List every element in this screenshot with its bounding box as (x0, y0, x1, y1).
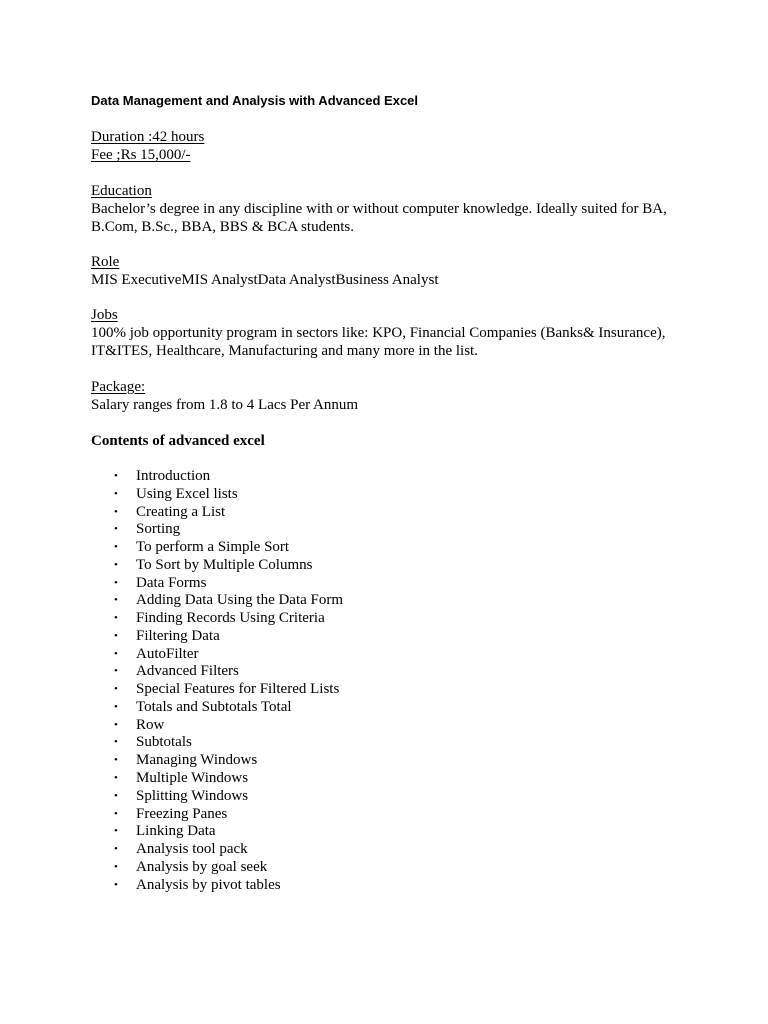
list-item-label: Analysis by goal seek (136, 858, 268, 875)
bullet-icon: • (114, 470, 118, 482)
list-item (91, 733, 343, 751)
bullet-icon: • (114, 878, 118, 891)
contents-list (91, 467, 343, 893)
list-item (91, 520, 343, 538)
list-item (91, 876, 343, 894)
jobs-heading: Jobs (91, 307, 118, 323)
bullet-icon: • (114, 789, 118, 802)
list-item (91, 591, 343, 609)
bullet-icon: • (114, 576, 118, 589)
contents-heading: Contents of advanced excel (91, 433, 265, 449)
list-item-label: Row (136, 716, 165, 733)
bullet-icon: • (114, 505, 118, 518)
list-item-label: Special Features for Filtered Lists (136, 681, 340, 698)
bullet-icon: • (114, 612, 118, 625)
bullet-icon: • (114, 683, 118, 696)
list-item-label: Analysis by pivot tables (136, 876, 281, 893)
package-text: Salary ranges from 1.8 to 4 Lacs Per Annum (91, 397, 359, 413)
bullet-icon: • (114, 825, 118, 838)
jobs-line-1: 100% job opportunity program in sectors like: KPO, Financial Companies (Banks& Insurance), (91, 325, 666, 341)
bullet-icon: • (114, 860, 118, 873)
education-line-2: B.Com, B.Sc., BBA, BBS & BCA students. (91, 219, 354, 235)
list-item-label: To Sort by Multiple Columns (136, 556, 313, 573)
list-item (91, 822, 343, 840)
list-item (91, 485, 343, 503)
list-item-label: Finding Records Using Criteria (136, 610, 325, 627)
list-item (91, 467, 343, 485)
list-item-label: Freezing Panes (136, 805, 228, 822)
list-item-label: Using Excel lists (136, 485, 238, 502)
list-item-label: Data Forms (136, 574, 207, 591)
bullet-icon: • (114, 772, 118, 785)
list-item-label: Advanced Filters (136, 663, 239, 680)
bullet-icon: • (114, 647, 118, 660)
role-heading: Role (91, 254, 120, 270)
list-item (91, 662, 343, 680)
list-item-label: To perform a Simple Sort (136, 539, 290, 556)
list-item (91, 716, 343, 734)
list-item-label: Filtering Data (136, 627, 220, 644)
list-item (91, 769, 343, 787)
list-item (91, 609, 343, 627)
list-item-label: Managing Windows (136, 752, 258, 769)
bullet-icon: • (114, 665, 118, 678)
role-text: MIS ExecutiveMIS AnalystData AnalystBusiness Analyst (91, 272, 439, 288)
list-item (91, 858, 343, 876)
list-item-label: Sorting (136, 521, 181, 538)
list-item (91, 538, 343, 556)
education-heading: Education (91, 183, 152, 199)
list-item (91, 574, 343, 592)
bullet-icon: • (114, 541, 118, 554)
bullet-icon: • (114, 843, 118, 856)
bullet-icon: • (114, 807, 118, 820)
list-item (91, 840, 343, 858)
document-title: Data Management and Analysis with Advanced Excel (91, 93, 419, 108)
education-line-1: Bachelor’s degree in any discipline with or without computer knowledge. Ideally suited for BA, (91, 201, 667, 217)
list-item (91, 556, 343, 574)
bullet-icon: • (114, 594, 118, 607)
list-item (91, 787, 343, 805)
list-item (91, 680, 343, 698)
list-item-label: Creating a List (136, 503, 226, 520)
list-item-label: AutoFilter (136, 645, 199, 662)
bullet-icon: • (114, 700, 118, 713)
package-heading: Package: (91, 379, 146, 395)
list-item-label: Adding Data Using the Data Form (136, 592, 344, 609)
bullet-icon: • (114, 718, 118, 731)
list-item (91, 751, 343, 769)
bullet-icon: • (114, 629, 118, 642)
jobs-line-2: IT&ITES, Healthcare, Manufacturing and many more in the list. (91, 343, 478, 359)
duration-text: Duration :42 hours (91, 129, 205, 145)
list-item (91, 627, 343, 645)
list-item-label: Linking Data (136, 823, 216, 840)
bullet-icon: • (114, 487, 118, 500)
list-item-label: Analysis tool pack (136, 841, 248, 858)
list-item (91, 503, 343, 521)
fee-text: Fee ;Rs 15,000/- (91, 147, 191, 163)
list-item-label: Totals and Subtotals Total (136, 698, 292, 715)
list-item-label: Subtotals (136, 734, 192, 751)
list-item-label: Splitting Windows (136, 787, 249, 804)
list-item (91, 805, 343, 823)
list-item (91, 698, 343, 716)
bullet-icon: • (114, 754, 118, 767)
list-item-label: Multiple Windows (136, 770, 249, 787)
bullet-icon: • (114, 523, 118, 536)
list-item (91, 645, 343, 663)
bullet-icon: • (114, 736, 118, 749)
bullet-icon: • (114, 558, 118, 571)
list-item-label: Introduction (136, 468, 211, 484)
